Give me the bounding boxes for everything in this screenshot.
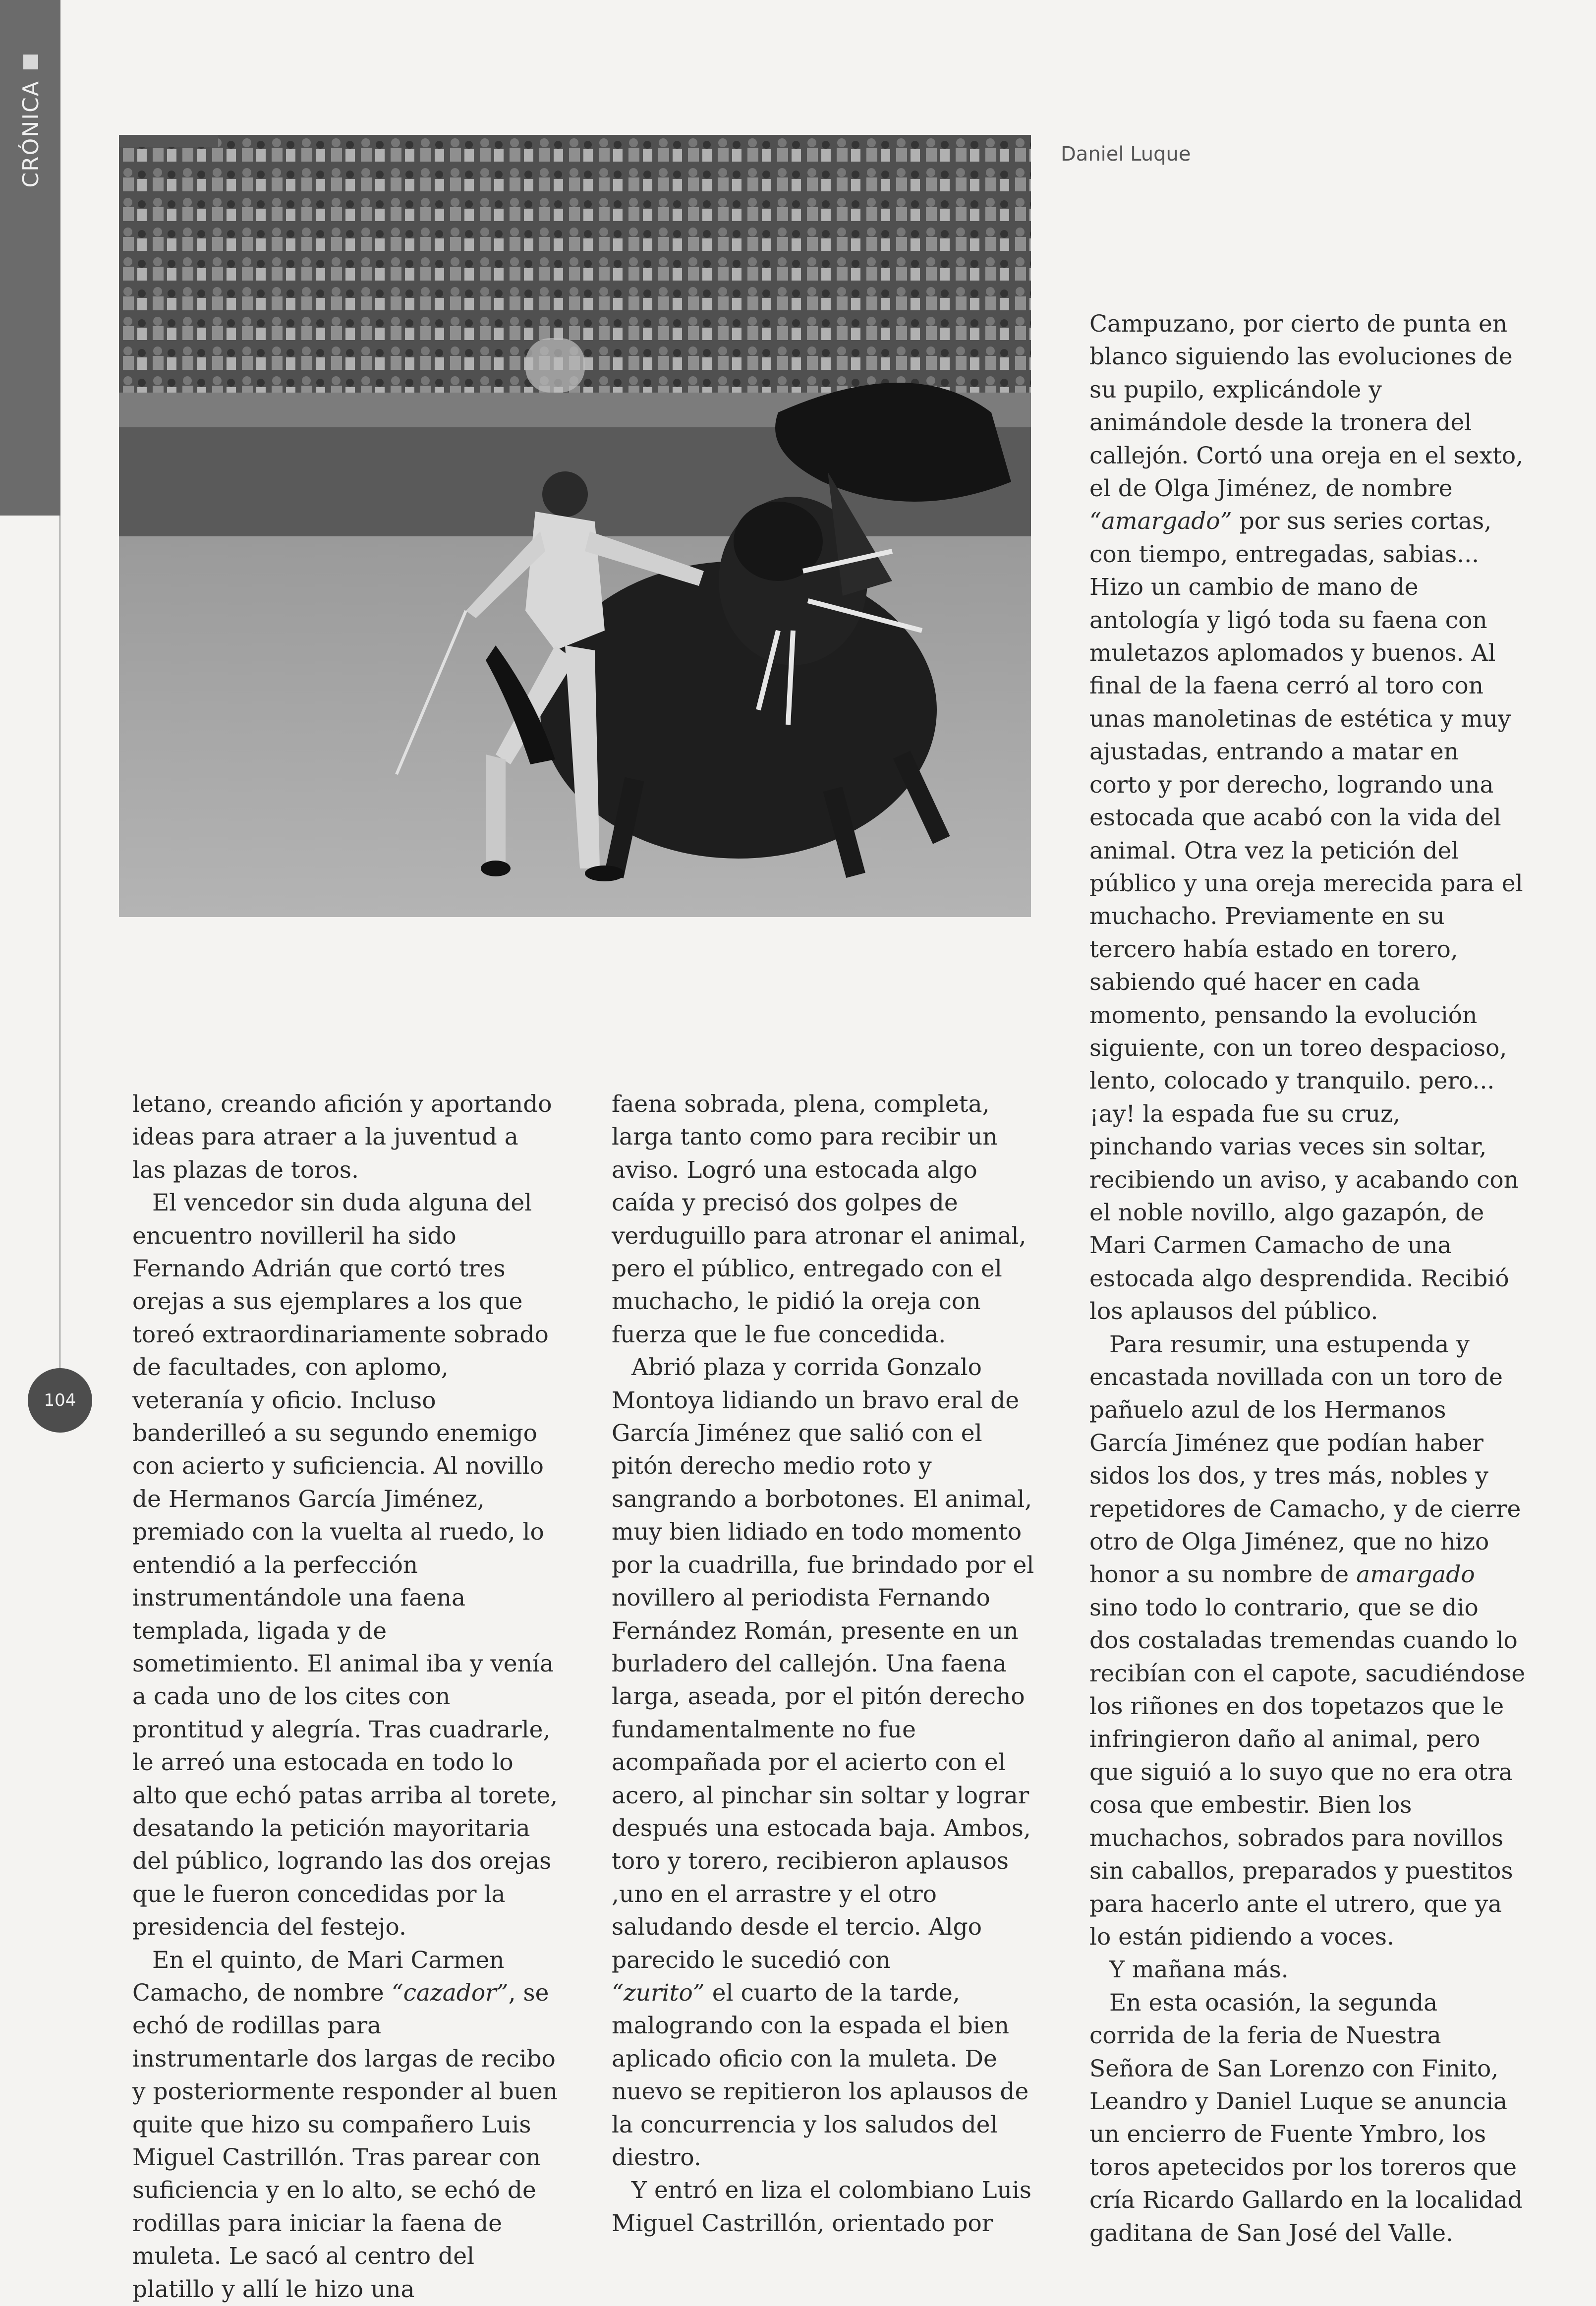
section-sidebar [0,0,60,516]
article-paragraph: “zurito” el cuarto de la tarde, malogrando con la espada el bien aplicado oficio con la muleta. De nuevo se repitieron los aplausos de la concurrencia y los saludos del diestro. [612,1979,1029,2171]
article-paragraph: Campuzano, por cierto de punta en blanco siguiendo las evoluciones de su pupilo, explicándole y animándole desde la tronera del callejón. Cortó una oreja en el sexto, el de Olga Jiménez, de nombre “amargado” por sus series cortas, con tiempo, entregadas, sabias... Hizo un cambio de mano de antología y ligó toda su faena con muletazos aplomados y buenos. Al final de la faena cerró al toro con unas manoletinas de estética y muy ajustadas, entrando a matar en corto y por derecho, logrando una estocada que acabó con la vida del animal. Otra vez la petición del público y una oreja merecida para el muchacho. Previamente en su tercero había estado en torero, sabiendo qué hacer en cada momento, pensando la evolución siguiente, con un toreo despacioso, lento, colocado y tranquilo. pero... ¡ay! la espada fue su cruz, pinchando varias veces sin soltar, recibiendo un aviso, y acabando con el noble novillo, algo gazapón, de Mari Carmen Camacho de una estocada algo desprendida. Recibió los aplausos del público. [1089,310,1524,1326]
article-paragraph: En el quinto, de Mari Carmen Camacho, de nombre “cazador”, se echó de rodillas para instrumentarle dos largas de recibo y posteriormente responder al buen quite que hizo su compañero Luis Miguel Castrillón. Tras parear con suficiencia y en lo alto, se echó de rodillas para iniciar la faena de muleta. Le sacó al centro del platillo y allí le hizo una [132,1946,558,2303]
article-paragraph: El vencedor sin duda alguna del encuentro novilleril ha sido Fernando Adrián que cortó tres orejas a sus ejemplares a los que toreó extraordinariamente sobrado de facultades, con aplomo, veteranía y oficio. Incluso banderilleó a su segundo enemigo con acierto y suficiencia. Al novillo de Hermanos García Jiménez, premiado con la vuelta al ruedo, lo entendió a la perfección instrumentándole una faena templada, ligada y de sometimiento. El animal iba y venía a cada uno de los cites con prontitud y alegría. Tras cuadrarle, le arreó una estocada en todo lo alto que echó patas arriba al torete, desatando la petición mayoritaria del público, logrando las dos orejas que le fueron concedidas por la presidencia del festejo. [132,1189,558,1941]
article-paragraph: faena sobrada, plena, completa, larga tanto como para recibir un aviso. Logró una estocada algo caída y precisó dos golpes de verduguillo para atronar el animal, pero el público, entregado con el muchacho, le pidió la oreja con fuerza que le fue concedida. [612,1091,1026,1348]
article-column-2 [612,1088,1038,2240]
section-label: CRÓNICA [18,80,44,188]
article-paragraph: Y mañana más. [1109,1956,1289,1984]
torero-head [542,471,588,517]
section-marker-square [23,55,38,69]
section-label-block [11,55,51,213]
article-paragraph: Y entró en liza el colombiano Luis Miguel Castrillón, orientado por [612,2177,1032,2237]
article-paragraph: letano, creando afición y aportando ideas para atraer a la juventud a las plazas de toros. [132,1091,552,1184]
bullfight-photo [119,135,1031,917]
page-number: 104 [28,1368,92,1433]
margin-rule [59,516,60,1408]
photo-corner-tab [119,135,218,147]
bullfight-photo-illustration [119,135,1031,917]
article-paragraph: Abrió plaza y corrida Gonzalo Montoya lidiando un bravo eral de García Jiménez que salió con el pitón derecho medio roto y sangrando a borbotones. El animal, muy bien lidiado en todo momento por la cuadrilla, fue brindado por el novillero al periodista Fernando Fernández Román, presente en un burladero del callejón. Una faena larga, aseada, por el pitón derecho fundamentalmente no fue acompañada por el acierto con el acero, al pinchar sin soltar y lograr después una estocada baja. Ambos, toro y torero, recibieron aplausos ,uno en el arrastre y el otro saludando desde el tercio. Algo parecido le sucedió con [612,1354,1034,1974]
article-column-3 [1089,308,1526,2250]
article-column-1 [132,1088,559,2306]
article-paragraph: Para resumir, una estupenda y encastada novillada con un toro de pañuelo azul de los Hermanos García Jiménez que podían haber sidos los dos, y tres más, nobles y repetidores de Camacho, y de cierre otro de Olga Jiménez, que no hizo honor a su nombre de amargado sino todo lo contrario, que se dio dos costaladas tremendas cuando lo recibían con el capote, sacudiéndose los riñones en dos topetazos que le infringieron daño al animal, pero que siguió a lo suyo que no era otra cosa que embestir. Bien los muchachos, sobrados para novillos sin caballos, preparados y puestitos para hacerlo ante el utrero, que ya lo están pidiendo a voces. [1089,1330,1526,1951]
article-paragraph: En esta ocasión, la segunda corrida de la feria de Nuestra Señora de San Lorenzo con Finito, Leandro y Daniel Luque se anuncia un encierro de Fuente Ymbro, los toros apetecidos por los toreros que cría Ricardo Gallardo en la localidad gaditana de San José del Valle. [1089,1989,1523,2247]
photo-credit: Daniel Luque [1061,143,1191,166]
